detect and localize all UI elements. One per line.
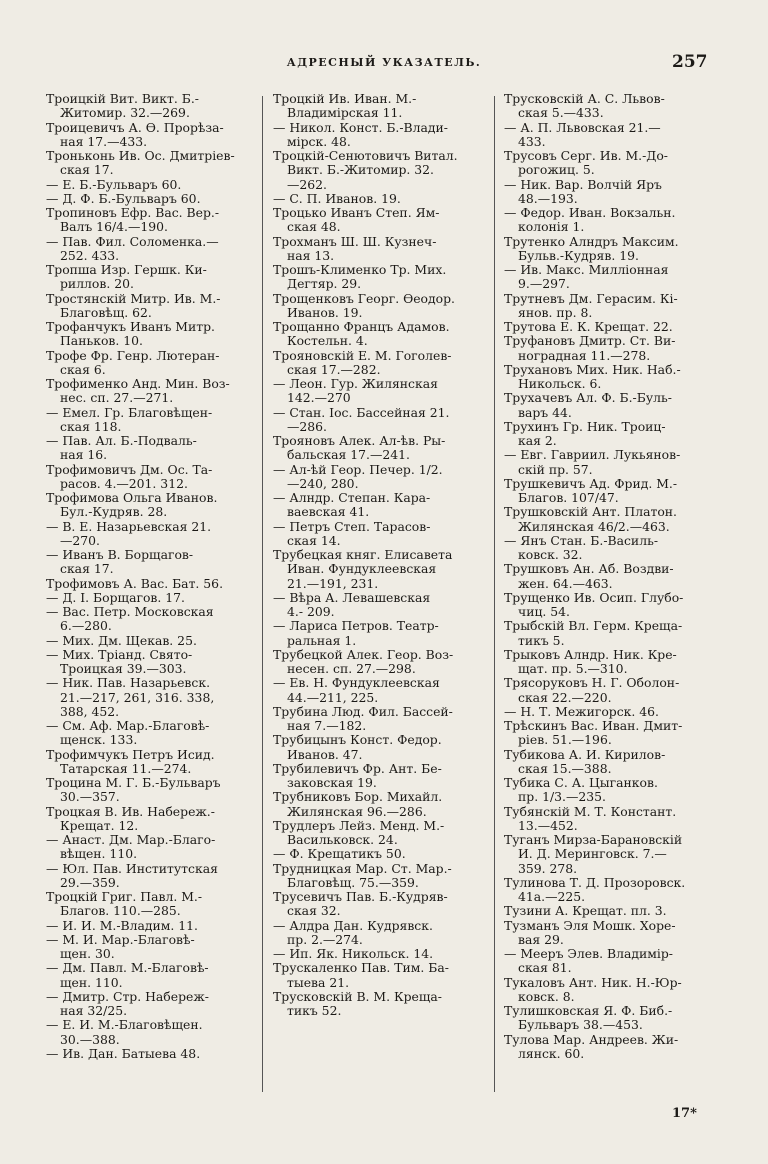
directory-entry: — Пав. Ал. Б.-Подваль- ная 16. — [46, 433, 197, 463]
directory-entry: — А. П. Львовская 21.— 433. — [504, 119, 661, 149]
directory-entry: Тубикова А. И. Кирилов- ская 15.—388. — [504, 746, 666, 776]
directory-entry: Тулова Мар. Андреев. Жи- лянск. 60. — [504, 1031, 679, 1061]
directory-entry: Трыковъ Алндр. Ник. Кре- щат. пр. 5.—310. — [504, 646, 677, 676]
directory-entry: Трохманъ Ш. Ш. Кузнеч- ная 13. — [273, 233, 437, 263]
directory-entry: — Федор. Иван. Вокзальн. колонія 1. — [504, 205, 676, 235]
directory-entry: — Вѣра А. Левашевская 4.- 209. — [273, 589, 431, 619]
directory-column-3 — [504, 92, 710, 1061]
directory-entry: — Дмитр. Стр. Набереж- ная 32/25. — [46, 988, 209, 1018]
directory-entry: Трубицынъ Конст. Федор. Иванов. 47. — [273, 732, 442, 762]
directory-entry: Тузманъ Эля Мошк. Хоре- вая 29. — [504, 917, 676, 947]
directory-entry: — См. Аф. Мар.-Благовѣ- щенск. 133. — [46, 718, 210, 748]
directory-entry: Тропиновъ Ефр. Вас. Вер.- Валъ 16/4.—190. — [46, 205, 220, 235]
directory-entry: Трушкевичъ Ад. Фрид. М.- Благов. 107/47. — [504, 475, 678, 505]
directory-entry: Трояновъ Алек. Ал-ѣв. Ры- бальская 17.—241. — [273, 433, 446, 463]
directory-entry: Трубниковъ Бор. Михайл. Жилянская 96.—286. — [273, 789, 443, 819]
column-divider — [494, 96, 495, 1092]
directory-entry: Троцько Иванъ Степ. Ям- ская 48. — [273, 205, 440, 235]
directory-entry: — Алндр. Степан. Кара- ваевская 41. — [273, 490, 431, 520]
directory-entry: Трутневъ Дм. Герасим. Кі- янов. пр. 8. — [504, 290, 678, 320]
directory-entry: Тубика С. А. Цыганков. пр. 1/3.—235. — [504, 775, 658, 805]
directory-entry: Троицевичъ А. Ѳ. Прорѣза- ная 17.—433. — [46, 119, 224, 149]
directory-entry: — Мих. Дм. Щекав. 25. — [46, 632, 197, 648]
directory-entry: Трыбскій Вл. Герм. Креща- тикъ 5. — [504, 618, 683, 648]
directory-entry: Трусевичъ Пав. Б.-Кудряв- ская 32. — [273, 889, 448, 919]
directory-entry: Трудницкая Мар. Ст. Мар.- Благовѣщ. 75.—359. — [273, 860, 452, 890]
directory-entry: Тулишковская Я. Ф. Биб.- Бульваръ 38.—453. — [504, 1003, 673, 1033]
directory-entry: — Мих. Тріанд. Свято- Троицкая 39.—303. — [46, 646, 193, 676]
directory-entry: Трутенко Алндръ Максим. Бульв.-Кудряв. 19. — [504, 233, 679, 263]
directory-entry: — С. П. Иванов. 19. — [273, 190, 401, 206]
directory-entry: Троцкій Григ. Павл. М.- Благов. 110.—285. — [46, 889, 203, 919]
directory-entry: — Вас. Петр. Московская 6.—280. — [46, 604, 214, 634]
directory-entry: Трощанно Францъ Адамов. Костельн. 4. — [273, 319, 450, 349]
directory-entry: — Д. І. Борщагов. 17. — [46, 589, 185, 605]
directory-entry: — Юл. Пав. Институтская 29.—359. — [46, 860, 218, 890]
directory-entry: — Е. И. М.-Благовѣщен. 30.—388. — [46, 1017, 203, 1047]
page-number: 257 — [672, 52, 708, 72]
directory-entry: — Д. Ф. Б.-Бульваръ 60. — [46, 190, 201, 206]
directory-entry: — Ив. Дан. Батыева 48. — [46, 1045, 201, 1061]
directory-entry: — Никол. Конст. Б.-Влади- мірск. 48. — [273, 119, 448, 149]
directory-entry: Трубецкая княг. Елисавета Иван. Фундуклеевская 21.—191, 231. — [273, 547, 453, 591]
page-header-title: АДРЕСНЫЙ УКАЗАТЕЛЬ. — [286, 56, 482, 69]
directory-entry: — Ив. Макс. Милліонная 9.—297. — [504, 262, 669, 292]
directory-entry: Трояновскій Е. М. Гоголев- ская 17.—282. — [273, 347, 452, 377]
directory-entry: Трошъ-Клименко Тр. Мих. Дегтяр. 29. — [273, 262, 447, 292]
directory-entry: Трубина Люд. Фил. Бассей- ная 7.—182. — [273, 703, 453, 733]
directory-entry: — Пав. Фил. Соломенка.— 252. 433. — [46, 233, 219, 263]
directory-entry: Троицкій Вит. Викт. Б.- Житомир. 32.—269. — [46, 91, 199, 121]
directory-entry: — Н. Т. Межигорск. 46. — [504, 703, 659, 719]
directory-entry: Трофе Фр. Генр. Лютеран- ская 6. — [46, 347, 220, 377]
directory-entry: Трѣскинъ Вас. Иван. Дмит- ріев. 51.—196. — [504, 718, 683, 748]
signature-mark: 17* — [672, 1106, 697, 1121]
directory-entry: Трофимчукъ Петръ Исид. Татарская 11.—274. — [46, 746, 215, 776]
directory-entry: Тропша Изр. Гершк. Ки- риллов. 20. — [46, 262, 207, 292]
directory-entry: — И. И. М.-Владим. 11. — [46, 917, 198, 933]
directory-entry: — Ник. Вар. Волчій Яръ 48.—193. — [504, 176, 662, 206]
directory-entry: Трофименко Анд. Мин. Воз- нес. сп. 27.—271. — [46, 376, 230, 406]
directory-entry: Троньконь Ив. Ос. Дмитріев- ская 17. — [46, 148, 235, 178]
directory-entry: Трясоруковъ Н. Г. Оболон- ская 22.—220. — [504, 675, 680, 705]
directory-entry: Трускаленко Пав. Тим. Ба- тыева 21. — [273, 960, 449, 990]
directory-entry: Трутова Е. К. Крещат. 22. — [504, 319, 673, 334]
directory-entry: — Ник. Пав. Назарьевск. 21.—217, 261, 316. 338, 388, 452. — [46, 675, 215, 719]
directory-entry: — Лариса Петров. Театр- ральная 1. — [273, 618, 439, 648]
directory-entry: Троцкій-Сенютовичъ Витал. Викт. Б.-Житомир. 32. —262. — [273, 148, 458, 192]
directory-entry: Трофимовичъ Дм. Ос. Та- расов. 4.—201. 312. — [46, 461, 213, 491]
directory-entry: Тукаловъ Ант. Ник. Н.-Юр- ковск. 8. — [504, 974, 682, 1004]
directory-entry: Трощенковъ Георг. Ѳеодор. Иванов. 19. — [273, 290, 455, 320]
directory-entry: Труфановъ Дмитр. Ст. Ви- ноградная 11.—278. — [504, 333, 676, 363]
directory-entry: Тулинова Т. Д. Прозоровск. 41а.—225. — [504, 874, 686, 904]
directory-entry: Трудлеръ Лейз. Менд. М.- Васильковск. 24. — [273, 817, 445, 847]
directory-entry: — Стан. Іос. Бассейная 21. —286. — [273, 404, 450, 434]
directory-entry: — Леон. Гур. Жилянская 142.—270 — [273, 376, 438, 406]
directory-entry: — Янъ Стан. Б.-Василь- ковск. 32. — [504, 532, 658, 562]
directory-entry: Трущенко Ив. Осип. Глубо- чиц. 54. — [504, 589, 684, 619]
directory-column-1 — [46, 92, 252, 1061]
directory-entry: — Ф. Крещатикъ 50. — [273, 846, 406, 862]
column-divider — [262, 96, 263, 1092]
directory-entry: — М. И. Мар.-Благовѣ- щен. 30. — [46, 931, 195, 961]
directory-entry: — Анаст. Дм. Мар.-Благо- вѣщен. 110. — [46, 832, 216, 862]
directory-entry: Тузини А. Крещат. пл. 3. — [504, 903, 667, 919]
directory-entry: — Алдра Дан. Кудрявск. пр. 2.—274. — [273, 917, 433, 947]
directory-entry: — Мееръ Элев. Владимір- ская 81. — [504, 946, 673, 976]
directory-entry: — Ип. Як. Никольск. 14. — [273, 946, 434, 961]
directory-entry: Трубилевичъ Фр. Ант. Бе- заковская 19. — [273, 760, 442, 790]
directory-entry: Тростянскій Митр. Ив. М.- Благовѣщ. 62. — [46, 290, 221, 320]
directory-entry: Туганъ Мирза-Барановскій И. Д. Меринговск. 7.— 359. 278. — [504, 832, 683, 876]
directory-entry: Трофанчукъ Иванъ Митр. Паньков. 10. — [46, 319, 215, 349]
directory-entry: Трушковъ Ан. Аб. Воздви- жен. 64.—463. — [504, 561, 674, 591]
directory-entry: Трубецкой Алек. Геор. Воз- несен. сп. 27.—298. — [273, 646, 454, 676]
directory-entry: — Емел. Гр. Благовѣщен- ская 118. — [46, 404, 213, 434]
directory-entry: Трухинъ Гр. Ник. Троиц- кая 2. — [504, 418, 666, 448]
directory-entry: Трухановъ Мих. Ник. Наб.- Никольск. 6. — [504, 361, 681, 391]
directory-entry: Трусковскій В. М. Крещa- тикъ 52. — [273, 988, 442, 1018]
directory-entry: Троцина М. Г. Б.-Бульваръ 30.—357. — [46, 775, 221, 805]
directory-entry: Тубянскій М. Т. Констант. 13.—452. — [504, 803, 677, 833]
directory-entry: — Ев. Н. Фундуклеевская 44.—211, 225. — [273, 675, 440, 705]
directory-entry: Троцкій Ив. Иван. М.- Владимірская 11. — [273, 91, 417, 121]
directory-entry: — Е. Б.-Бульваръ 60. — [46, 176, 182, 192]
directory-entry: — Евг. Гавриил. Лукьянов- скій пр. 57. — [504, 447, 681, 477]
directory-entry: Трофимова Ольга Иванов. Бул.-Кудряв. 28. — [46, 490, 218, 520]
directory-entry: — Ал-ѣй Геор. Печер. 1/2. —240, 280. — [273, 461, 443, 491]
directory-entry: Трухачевъ Ал. Ф. Б.-Буль- варъ 44. — [504, 390, 672, 420]
directory-entry: Трофимовъ А. Вас. Бат. 56. — [46, 575, 224, 591]
directory-entry: — В. Е. Назарьевская 21. —270. — [46, 518, 212, 548]
directory-entry: Троцкая В. Ив. Набереж.- Крещат. 12. — [46, 803, 215, 833]
directory-column-2 — [273, 92, 479, 1018]
directory-entry: — Петръ Степ. Тарасов- ская 14. — [273, 518, 431, 548]
directory-entry: — Дм. Павл. М.-Благовѣ- щен. 110. — [46, 960, 209, 990]
directory-entry: Трушковскій Ант. Платон. Жилянская 46/2.—463. — [504, 504, 677, 534]
directory-entry: Трусовъ Серг. Ив. М.-До- рогожиц. 5. — [504, 148, 668, 178]
directory-entry: Трусковскій А. С. Львов- ская 5.—433. — [504, 91, 665, 121]
directory-entry: — Иванъ В. Борщагов- ская 17. — [46, 547, 194, 577]
